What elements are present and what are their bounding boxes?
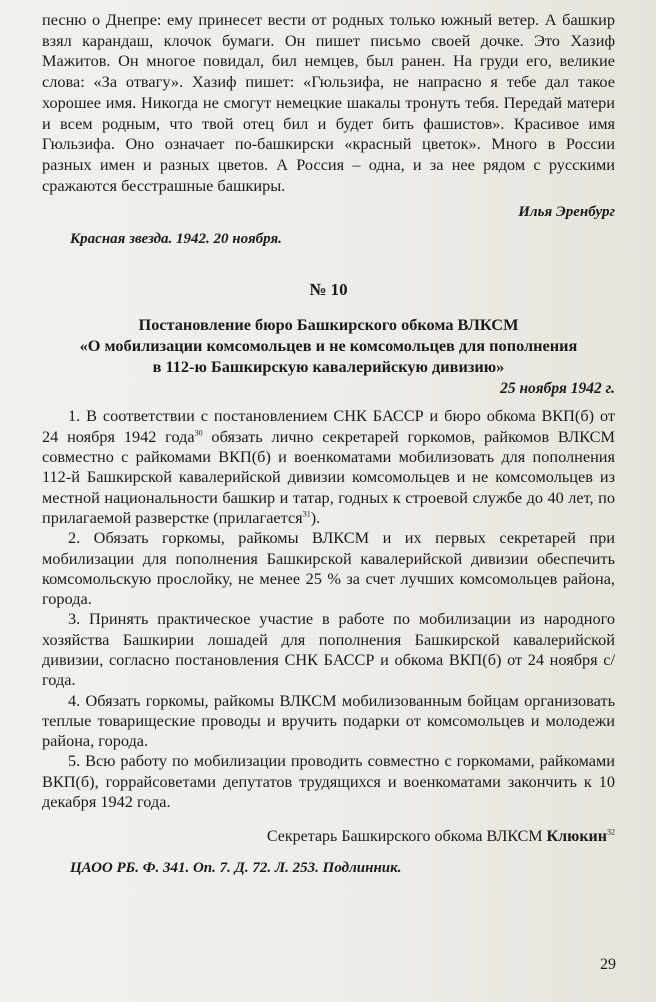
intro-paragraph: песню о Днепре: ему принесет вести от родных только южный ветер. А башкир взял карандаш, клочок бумаги. Он пишет письмо своей дочке. Это Хазиф Мажитов. Он многое повидал, бил немцев, был ранен. На груди его, великие слова: «За отвагу». Хазиф пишет: «Гюльзифа, не напрасно я тебе дал такое хорошее имя. Никогда не смогут немецкие шакалы тронуть тебя. Передай матери и всем родным, что твой отец бил и будет бить фашистов». Красивое имя Гюльзифа. Оно означает по-башкирски «красный цветок». Много в России разных имен и разных цветов. А Россия – одна, и за нее рядом с русскими сражаются бесстрашные башкиры.: [42, 10, 615, 195]
document-title-line-3: в 112-ю Башкирскую кавалерийскую дивизию»: [152, 356, 505, 376]
clause-1: [42, 406, 615, 528]
footnote-ref-30: 30: [194, 428, 203, 438]
clause-3: 3. Принять практическое участие в работе по мобилизации из народного хозяйства Башкирии лошадей для пополнения Башкирской кавалерийской дивизии, согласно постановления СНК БАССР и обкома ВКП(б) от 24 ноября с/года.: [42, 609, 615, 690]
archive-reference: ЦАОО РБ. Ф. 341. Оп. 7. Д. 72. Л. 253. Подлинник.: [70, 860, 402, 877]
clause-4: 4. Обязать горкомы, райкомы ВЛКСМ мобилизованным бойцам организовать теплые товарищеские проводы и вручить подарки от комсомольцев и молодежи района, города.: [42, 690, 615, 751]
secretary-title: Секретарь Башкирского обкома ВЛКСМ: [266, 828, 547, 846]
clause-1-text-c: ).: [310, 507, 321, 527]
document-title-line-2: «О мобилизации комсомольцев и не комсомольцев для пополнения: [79, 336, 578, 356]
document-date: 25 ноября 1942 г.: [500, 380, 615, 398]
article-author: Илья Эренбург: [518, 204, 615, 221]
article-source: Красная звезда. 1942. 20 ноября.: [70, 231, 282, 248]
clause-1-text-a: 1. В соответствии с постановлением СНК БАССР и бюро обкома ВКП(б) от 24 ноября 1942 года: [42, 406, 615, 446]
document-title: [42, 315, 615, 377]
clause-2: 2. Обязать горкомы, райкомы ВЛКСМ и их первых секретарей при мобилизации для пополнения Башкирской кавалерийской дивизии обеспечить комсомольскую прослойку, не менее 25 % за счет лучших комсомольцев района, города.: [42, 528, 615, 609]
footnote-ref-32: 32: [607, 828, 615, 838]
clause-1-text-b: обязать лично секретарей горкомов, райкомов ВЛКСМ совместно с райкомами ВКП(б) и военкоматами мобилизовать для пополнения 112-й Башкирской кавалерийской дивизии комсомольцев и не комсомольцев из местной национальности башкир и татар, годных к строевой службе до 40 лет, по прилагаемой разверстке (прилагается: [42, 426, 615, 527]
secretary-name: Клюкин: [546, 828, 607, 846]
clause-5: 5. Всю работу по мобилизации проводить совместно с горкомами, райкомами ВКП(б), горрайсоветами депутатов трудящихся и военкоматами закончить к 10 декабря 1942 года.: [42, 751, 615, 812]
signature-line: [42, 828, 615, 846]
document-number: № 10: [309, 280, 348, 300]
page-number: 29: [600, 956, 616, 973]
document-title-line-1: Постановление бюро Башкирского обкома ВЛКСМ: [138, 315, 519, 335]
footnote-ref-31: 31: [302, 509, 311, 519]
